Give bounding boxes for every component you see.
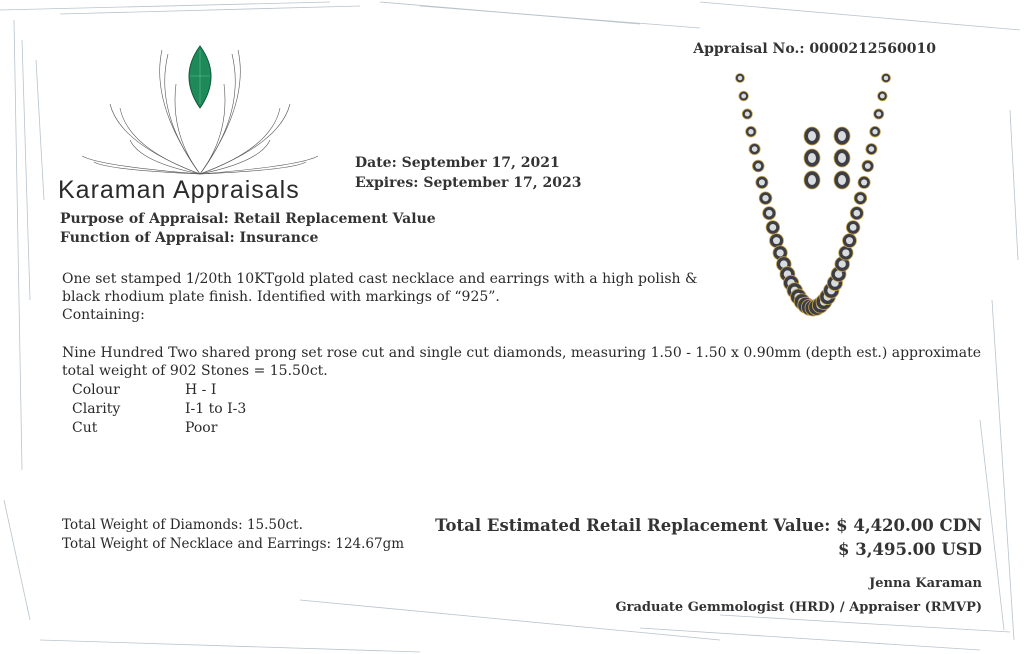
diamond-stone (769, 224, 776, 231)
diamond-stone (865, 163, 871, 169)
diamond-stone (748, 129, 753, 134)
replacement-value (435, 514, 982, 562)
signer-name: Jenna Karaman (869, 576, 982, 591)
stone-specs-table (72, 381, 246, 438)
signer-title: Graduate Gemmologist (HRD) / Appraiser (RMVP) (615, 600, 982, 615)
diamond-stone (884, 76, 889, 81)
diamond-stone (876, 111, 881, 116)
diamond-stone (854, 210, 861, 217)
diamond-stone (808, 175, 816, 185)
diamond-stone (808, 153, 816, 163)
diamond-weight: Total Weight of Diamonds: 15.50ct. (62, 517, 303, 533)
diamond-stone (880, 94, 885, 99)
diamond-stone (752, 146, 758, 152)
spec-row: Cut Poor (72, 420, 218, 436)
diamond-stone (741, 94, 746, 99)
diamond-stone (857, 195, 863, 201)
diamond-stone (738, 76, 743, 81)
diamond-stone (759, 179, 765, 185)
spec-row: Clarity I-1 to I-3 (72, 401, 247, 417)
diamond-stone (850, 224, 857, 231)
expiry-date: Expires: September 17, 2023 (355, 175, 582, 191)
signature-block (616, 572, 982, 620)
purpose-of-appraisal: Purpose of Appraisal: Retail Replacement Value (60, 211, 436, 227)
diamond-stone (745, 111, 750, 116)
diamond-stone (861, 179, 867, 185)
function-of-appraisal: Function of Appraisal: Insurance (60, 230, 319, 246)
spec-row: Colour H - I (72, 382, 217, 398)
appraisal-date: Date: September 17, 2021 (355, 155, 560, 171)
diamond-stone (846, 237, 853, 244)
diamond-stone (838, 131, 846, 141)
appraisal-number: Appraisal No.: 0000212560010 (693, 41, 936, 57)
diamond-stone (766, 210, 773, 217)
diamond-stone (777, 249, 784, 256)
stone-description: Nine Hundred Two shared prong set rose cut and single cut diamonds, measuring 1.50 - 1.50 x 0.90mm (depth est.) approximate total weight of 902 Stones = 15.50ct. (62, 345, 982, 379)
jewelry-photo (728, 60, 898, 340)
total-weight: Total Weight of Necklace and Earrings: 124.67gm (62, 536, 405, 552)
brand-name: Karaman Appraisals (58, 176, 300, 204)
diamond-stone (838, 153, 846, 163)
diamond-stone (762, 195, 768, 201)
diamond-stone (869, 146, 875, 152)
value-cdn: Total Estimated Retail Replacement Value: $ 4,420.00 CDN (435, 516, 982, 535)
value-usd: $ 3,495.00 USD (838, 540, 982, 559)
containing-label: Containing: (62, 307, 145, 323)
diamond-stone (755, 163, 761, 169)
diamond-stone (839, 260, 846, 267)
diamond-stone (842, 249, 849, 256)
diamond-stone (773, 237, 780, 244)
dates-block (355, 153, 581, 193)
item-description: One set stamped 1/20th 10KTgold plated cast necklace and earrings with a high polish & black rhodium plate finish. Identified with markings of “925”. Containing: (62, 270, 722, 324)
purpose-block (60, 210, 436, 248)
diamond-stone (872, 129, 877, 134)
earrings-image (804, 127, 850, 189)
karaman-logo (80, 44, 320, 180)
weights-block (62, 516, 404, 554)
necklace-image (736, 74, 891, 317)
diamond-stone (838, 175, 846, 185)
diamond-stone (808, 131, 816, 141)
